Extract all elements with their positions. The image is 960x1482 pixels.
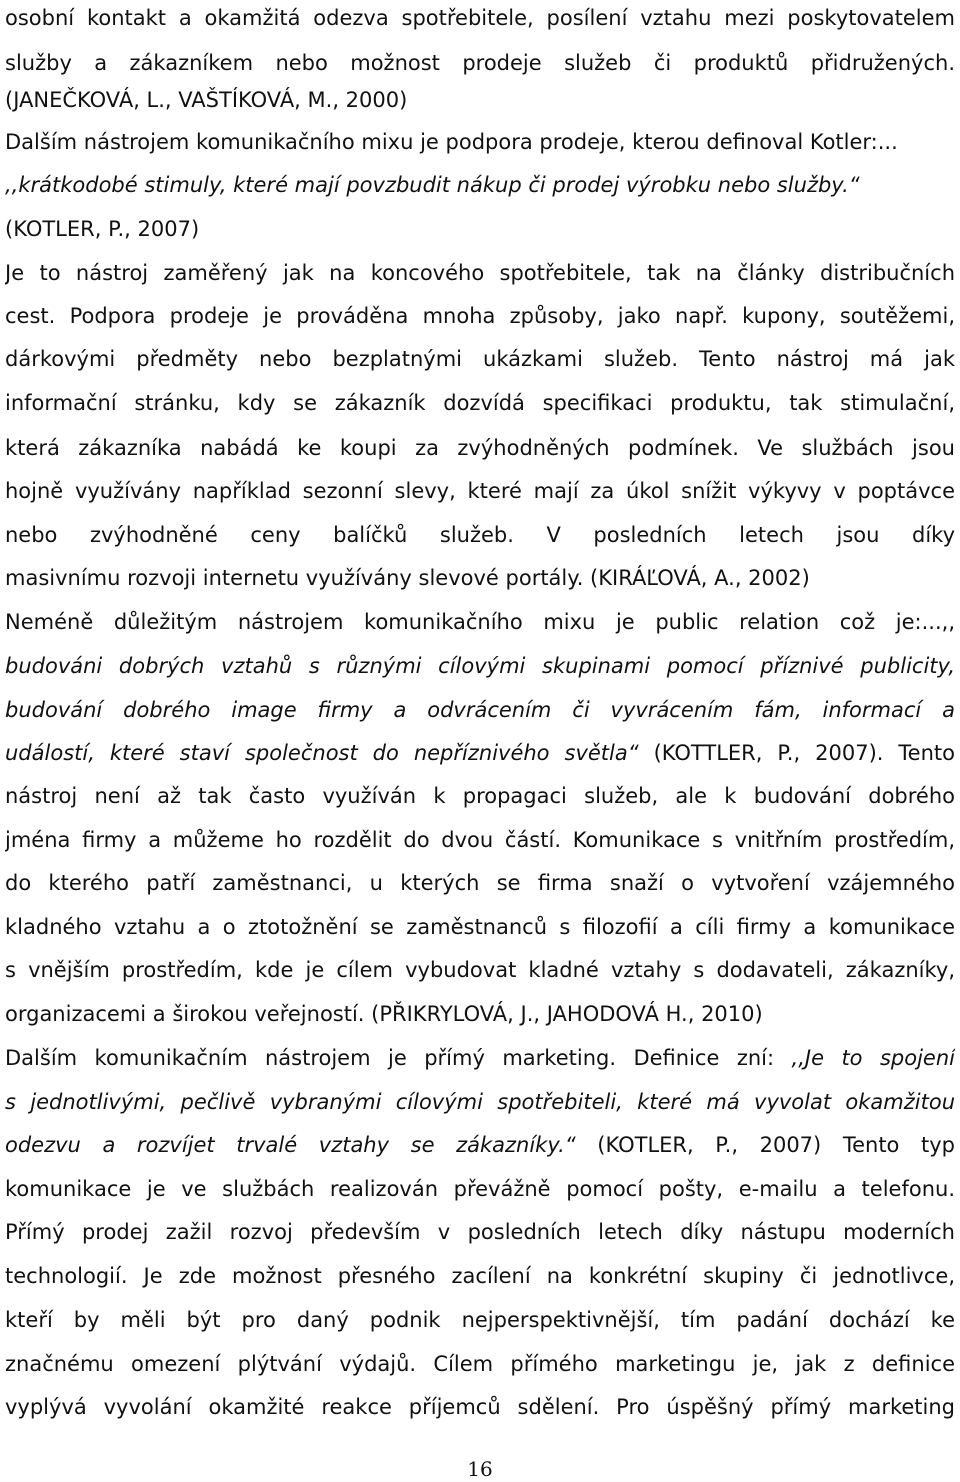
text-segment: organizacemi a širokou veřejností. (PŘIKRYLOVÁ, J., JAHODOVÁ H., 2010) (5, 1002, 763, 1026)
italic-text-segment: ,,Je to spojení (791, 1046, 955, 1070)
text-segment: Přímý prodej zažil rozvoj především v posledních letech díky nástupu moderních (5, 1220, 955, 1244)
text-segment: která zákazníka nabádá ke koupi za zvýhodněných podmínek. Ve službách jsou (5, 436, 955, 460)
text-line (5, 85, 955, 115)
text-segment: služby a zákazníkem nebo možnost prodeje služeb či produktů přidružených. (5, 51, 955, 75)
text-segment: nástroj není až tak často využíván k propagaci služeb, ale k budování dobrého (5, 784, 955, 808)
text-line (5, 781, 955, 811)
text-segment: kladného vztahu a o ztotožnění se zaměstnanců s filozofií a cíli firmy a komunikace (5, 915, 955, 939)
text-line (5, 1305, 955, 1335)
text-line (5, 127, 955, 157)
text-line (5, 1174, 955, 1204)
text-segment: technologií. Je zde možnost přesného zacílení na konkrétní skupiny či jednotlivce, (5, 1264, 955, 1288)
italic-text-segment: budováni dobrých vztahů s různými cílovými skupinami pomocí příznivé publicity, (5, 654, 955, 678)
text-line (5, 563, 955, 593)
text-segment: (KOTLER, P., 2007) (5, 217, 200, 241)
text-line (5, 999, 955, 1029)
text-segment: (KOTTLER, P., 2007). Tento (638, 741, 955, 765)
text-line (5, 520, 955, 550)
text-line (5, 695, 955, 725)
text-segment: (KOTLER, P., 2007) Tento typ (575, 1133, 955, 1157)
text-line (5, 344, 955, 374)
text-line (5, 170, 955, 200)
text-segment: do kterého patří zaměstnanci, u kterých se firma snaží o vytvoření vzájemného (5, 871, 955, 895)
text-line (5, 1349, 955, 1379)
italic-text-segment: odezvu a rozvíjet trvalé vztahy se zákazníky.“ (5, 1133, 576, 1157)
text-segment: dárkovými předměty nebo bezplatnými ukázkami služeb. Tento nástroj má jak (5, 347, 955, 371)
text-segment: Dalším komunikačním nástrojem je přímý marketing. Definice zní: (5, 1046, 792, 1070)
text-segment: hojně využívány například sezonní slevy, které mají za úkol snížit výkyvy v poptávce (5, 479, 955, 503)
text-line (5, 1043, 955, 1073)
text-segment: Neméně důležitým nástrojem komunikačního mixu je public relation což je:...,, (5, 610, 955, 634)
text-segment: jména firmy a můžeme ho rozdělit do dvou částí. Komunikace s vnitřním prostředím, (5, 828, 955, 852)
text-line (5, 301, 955, 331)
text-line (5, 607, 955, 637)
text-segment: kteří by měli být pro daný podnik nejperspektivnější, tím padání dochází ke (5, 1308, 955, 1332)
text-line (5, 912, 955, 942)
text-segment: komunikace je ve službách realizován převážně pomocí pošty, e-mailu a telefonu. (5, 1177, 955, 1201)
text-segment: vyplývá vyvolání okamžité reakce příjemců sdělení. Pro úspěšný přímý marketing (5, 1395, 955, 1419)
text-line (5, 955, 955, 985)
text-line (5, 1261, 955, 1291)
text-line (5, 1392, 955, 1422)
text-segment: cest. Podpora prodeje je prováděna mnoha způsoby, jako např. kupony, soutěžemi, (5, 304, 955, 328)
text-line (5, 651, 955, 681)
text-segment: Dalším nástrojem komunikačního mixu je podpora prodeje, kterou definoval Kotler:... (5, 130, 898, 154)
italic-text-segment: budování dobrého image firmy a odvrácením či vyvrácením fám, informací a (5, 698, 955, 722)
text-line (5, 3, 955, 33)
text-line (5, 738, 955, 768)
text-segment: osobní kontakt a okamžitá odezva spotřebitele, posílení vztahu mezi poskytovatelem (5, 6, 955, 30)
text-line (5, 476, 955, 506)
text-line (5, 1087, 955, 1117)
text-line (5, 433, 955, 463)
text-line (5, 214, 955, 244)
text-segment: Je to nástroj zaměřený jak na koncového spotřebitele, tak na články distribučních (5, 261, 955, 285)
text-segment: nebo zvýhodněné ceny balíčků služeb. V posledních letech jsou díky (5, 523, 955, 547)
text-segment: masivnímu rozvoji internetu využívány slevové portály. (KIRÁĽOVÁ, A., 2002) (5, 566, 810, 590)
text-segment: značnému omezení plýtvání výdajů. Cílem přímého marketingu je, jak z definice (5, 1352, 955, 1376)
text-line (5, 1217, 955, 1247)
text-segment: (JANEČKOVÁ, L., VAŠTÍKOVÁ, M., 2000) (5, 88, 408, 112)
text-line (5, 825, 955, 855)
italic-text-segment: ,,krátkodobé stimuly, které mají povzbudit nákup či prodej výrobku nebo služby.“ (5, 173, 860, 197)
text-line (5, 388, 955, 418)
text-line (5, 48, 955, 78)
page-number: 16 (467, 1457, 493, 1481)
italic-text-segment: událostí, které staví společnost do nepříznivého světla“ (5, 741, 639, 765)
text-segment: s vnějším prostředím, kde je cílem vybudovat kladné vztahy s dodavateli, zákazníky, (5, 958, 955, 982)
text-segment: informační stránku, kdy se zákazník dozvídá specifikaci produktu, tak stimulační, (5, 391, 955, 415)
text-line (5, 1130, 955, 1160)
text-line (5, 868, 955, 898)
text-line (5, 258, 955, 288)
italic-text-segment: s jednotlivými, pečlivě vybranými cílovými spotřebiteli, které má vyvolat okamžitou (5, 1090, 955, 1114)
